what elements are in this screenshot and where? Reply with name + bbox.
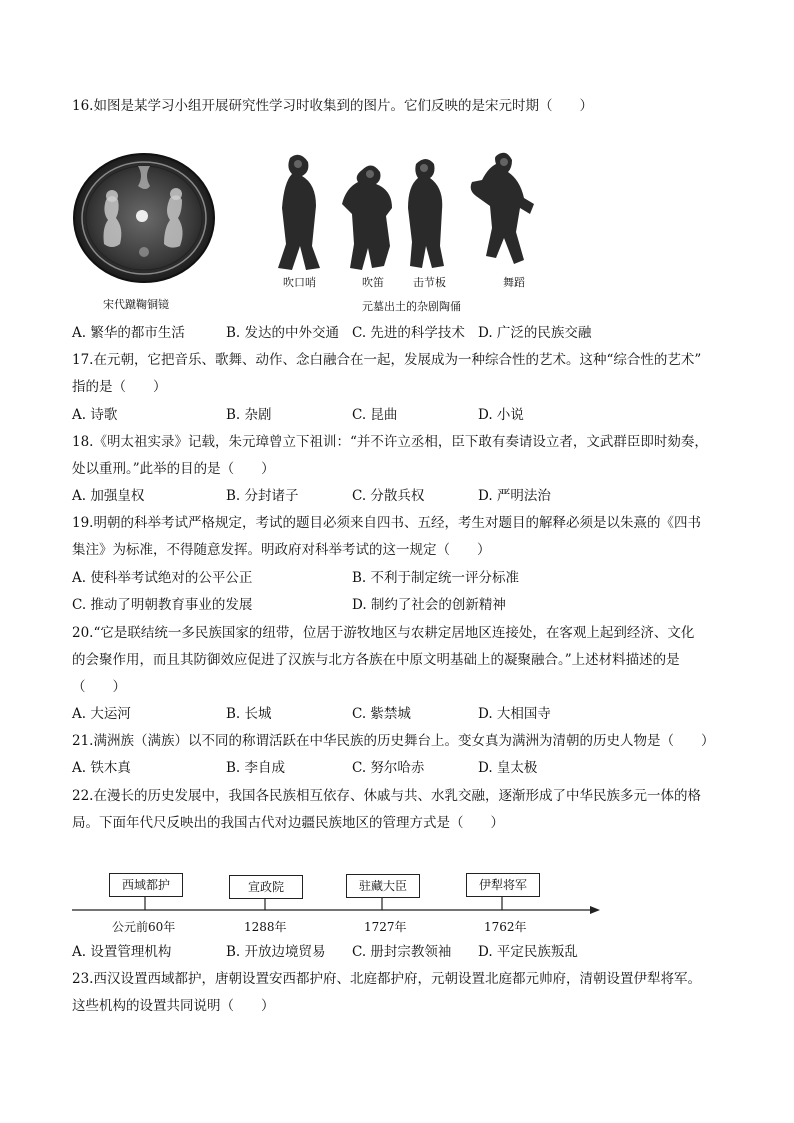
timeline-label-xuanzheng: 宣政院	[229, 875, 303, 899]
q16-option-b[interactable]: B. 发达的中外交通	[226, 325, 340, 341]
q20-stem-line3: （ ）	[72, 679, 126, 695]
q19-stem-line2: 集注》为标准，不得随意发挥。明政府对科举考试的这一规定（ ）	[72, 542, 491, 558]
q18-stem-line1: 18.《明太祖实录》记载，朱元璋曾立下祖训：“并不许立丞相，臣下敢有奏请设立者，文武群臣即时劾奏，	[72, 434, 708, 450]
q20-stem-line2: 的会聚作用，而且其防御效应促进了汉族与北方各族在中原文明基础上的凝聚融合。”上述材料描述的是	[72, 652, 680, 668]
q18-option-d[interactable]: D. 严明法治	[478, 488, 551, 504]
q20-option-b[interactable]: B. 长城	[226, 706, 272, 722]
figure-label-clapper: 击节板	[413, 276, 446, 289]
q17-option-d[interactable]: D. 小说	[478, 407, 524, 423]
figure-label-flute: 吹笛	[362, 276, 384, 289]
timeline-label-yili: 伊犁将军	[466, 873, 540, 897]
q22-option-b[interactable]: B. 开放边境贸易	[226, 944, 326, 960]
q17-stem-line1: 17.在元朝，它把音乐、歌舞、动作、念白融合在一起，发展成为一种综合性的艺术。这种“综合性的艺术”	[72, 352, 702, 368]
q19-options-row1	[72, 568, 732, 588]
q19-option-d[interactable]: D. 制约了社会的创新精神	[352, 597, 506, 613]
q18-stem-line2: 处以重刑。”此举的目的是（ ）	[72, 461, 275, 477]
q16-stem: 16.如图是某学习小组开展研究性学习时收集到的图片。它们反映的是宋元时期（ ）	[72, 98, 593, 114]
q20-stem-line1: 20.“它是联结统一多民族国家的纽带，位居于游牧地区与农耕定居地区连接处，在客观上起到经济、文化	[72, 625, 695, 641]
figure-label-whistle: 吹口哨	[283, 276, 316, 289]
q17-option-c[interactable]: C. 昆曲	[352, 407, 398, 423]
q17-stem-line2: 指的是（ ）	[72, 379, 167, 395]
q21-option-b[interactable]: B. 李自成	[226, 760, 286, 776]
q22-options	[72, 942, 732, 962]
q20-option-d[interactable]: D. 大相国寺	[478, 706, 551, 722]
q19-option-c[interactable]: C. 推动了明朝教育事业的发展	[72, 597, 253, 613]
bronze-mirror-image	[72, 152, 216, 284]
q19-option-b[interactable]: B. 不利于制定统一评分标准	[352, 570, 520, 586]
figure-label-dance: 舞蹈	[503, 276, 525, 289]
q16-option-a[interactable]: A. 繁华的都市生活	[72, 325, 185, 341]
q21-stem: 21.满洲族（满族）以不同的称谓活跃在中华民族的历史舞台上。变女真为满洲为清朝的历史人物是（ ）	[72, 733, 715, 749]
timeline-label-xiyu: 西域都护	[109, 873, 183, 897]
q21-option-a[interactable]: A. 铁木真	[72, 760, 131, 776]
q23-stem-line2: 这些机构的设置共同说明（ ）	[72, 998, 275, 1014]
q19-options-row2	[72, 595, 732, 615]
q18-option-b[interactable]: B. 分封诸子	[226, 488, 299, 504]
timeline-year-1727: 1727年	[364, 920, 407, 934]
q16-options	[72, 323, 732, 343]
timeline-label-zhuzang: 驻藏大臣	[346, 874, 420, 898]
timeline-year-1762: 1762年	[484, 920, 527, 934]
timeline-year-1288: 1288年	[244, 920, 287, 934]
q19-stem-line1: 19.明朝的科举考试严格规定，考试的题目必须来自四书、五经，考生对题目的解释必须是以朱熹的《四书	[72, 515, 701, 531]
q16-option-d[interactable]: D. 广泛的民族交融	[478, 325, 592, 341]
q17-option-a[interactable]: A. 诗歌	[72, 407, 118, 423]
q20-option-a[interactable]: A. 大运河	[72, 706, 131, 722]
q18-options	[72, 486, 732, 506]
timeline-axis	[72, 896, 602, 918]
q20-options	[72, 704, 732, 724]
q21-option-d[interactable]: D. 皇太极	[478, 760, 538, 776]
q23-stem-line1: 23.西汉设置西域都护，唐朝设置安西都护府、北庭都护府，元朝设置北庭都元帅府，清朝设置伊犁将军。	[72, 971, 701, 987]
q16-option-c[interactable]: C. 先进的科学技术	[352, 325, 465, 341]
q22-option-a[interactable]: A. 设置管理机构	[72, 944, 172, 960]
q18-option-a[interactable]: A. 加强皇权	[72, 488, 145, 504]
mirror-caption: 宋代蹴鞠铜镜	[103, 298, 169, 311]
q21-option-c[interactable]: C. 努尔哈赤	[352, 760, 425, 776]
figurines-caption: 元墓出土的杂剧陶俑	[362, 300, 461, 313]
q22-option-d[interactable]: D. 平定民族叛乱	[478, 944, 578, 960]
q18-option-c[interactable]: C. 分散兵权	[352, 488, 425, 504]
q21-options	[72, 758, 732, 778]
q22-stem-line1: 22.在漫长的历史发展中，我国各民族相互依存、休戚与共、水乳交融，逐渐形成了中华民族多元一体的格	[72, 788, 701, 804]
q22-stem-line2: 局。下面年代尺反映出的我国古代对边疆民族地区的管理方式是（ ）	[72, 815, 504, 831]
q17-options	[72, 405, 732, 425]
q17-option-b[interactable]: B. 杂剧	[226, 407, 272, 423]
q19-option-a[interactable]: A. 使科举考试绝对的公平公正	[72, 570, 253, 586]
zaju-figurines-image	[270, 150, 560, 272]
q22-option-c[interactable]: C. 册封宗教领袖	[352, 944, 452, 960]
q20-option-c[interactable]: C. 紫禁城	[352, 706, 411, 722]
timeline-year-60bc: 公元前60年	[112, 920, 176, 934]
